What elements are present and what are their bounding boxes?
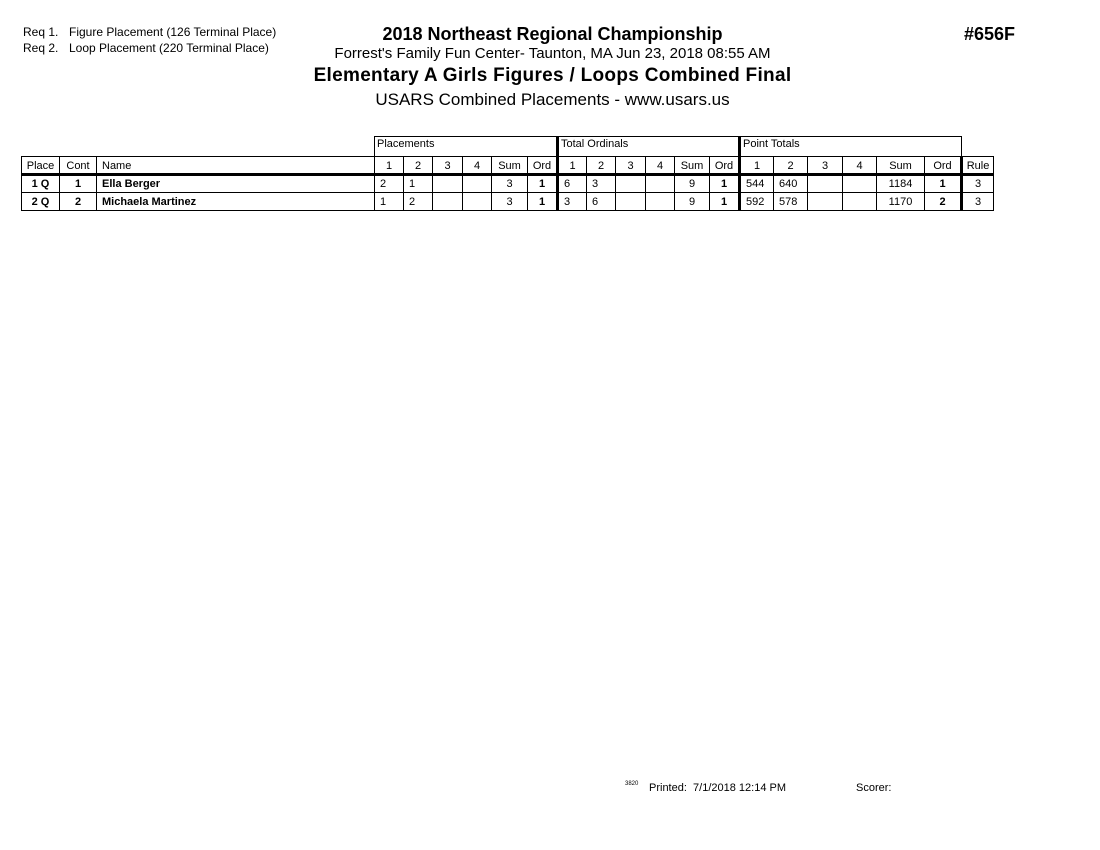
placement-cell: 1 — [528, 193, 558, 211]
points-cell — [808, 175, 843, 193]
col-points-5: Ord — [925, 157, 962, 175]
printed-value: 7/1/2018 12:14 PM — [693, 782, 787, 794]
ordinal-cell: 9 — [675, 193, 710, 211]
col-ordinal-5: Ord — [710, 157, 740, 175]
group-point-totals: Point Totals — [740, 137, 962, 157]
points-cell — [808, 193, 843, 211]
placement-cell — [463, 175, 492, 193]
ordinal-cell: 6 — [587, 193, 616, 211]
placement-cell: 1 — [528, 175, 558, 193]
points-cell: 1 — [925, 175, 962, 193]
col-points-3: 4 — [843, 157, 877, 175]
col-rule: Rule — [962, 157, 994, 175]
placement-cell: 3 — [492, 175, 528, 193]
col-place: Place — [22, 157, 60, 175]
group-total-ordinals: Total Ordinals — [558, 137, 740, 157]
col-points-2: 3 — [808, 157, 843, 175]
table-row — [22, 175, 994, 193]
points-cell: 578 — [774, 193, 808, 211]
col-placement-3: 4 — [463, 157, 492, 175]
event-subtitle: USARS Combined Placements - www.usars.us — [375, 90, 730, 109]
placement-cell: 1 — [404, 175, 433, 193]
ordinal-cell: 1 — [710, 175, 740, 193]
placement-cell: 3 — [492, 193, 528, 211]
ordinal-cell: 9 — [675, 175, 710, 193]
col-placement-0: 1 — [375, 157, 404, 175]
event-title: 2018 Northeast Regional Championship — [382, 24, 723, 44]
table-row — [22, 193, 994, 211]
group-header-row — [22, 137, 994, 157]
placement-cell: 2 — [404, 193, 433, 211]
points-cell: 640 — [774, 175, 808, 193]
scorer-label: Scorer: — [856, 782, 892, 794]
points-cell: 1184 — [877, 175, 925, 193]
cont-cell: 1 — [60, 175, 97, 193]
points-cell: 544 — [740, 175, 774, 193]
name-cell: Ella Berger — [97, 175, 375, 193]
col-points-0: 1 — [740, 157, 774, 175]
rule-cell: 3 — [962, 193, 994, 211]
col-ordinal-2: 3 — [616, 157, 646, 175]
placement-cell: 1 — [375, 193, 404, 211]
placement-cell — [433, 193, 463, 211]
event-number: #656F — [964, 24, 1016, 44]
requirement-number: Req 1. — [23, 25, 59, 39]
ordinal-cell — [646, 175, 675, 193]
cont-cell: 2 — [60, 193, 97, 211]
requirement-text: Figure Placement (126 Terminal Place) — [69, 25, 277, 39]
col-placement-4: Sum — [492, 157, 528, 175]
printed-label: Printed: — [649, 782, 687, 794]
footer-printed — [649, 782, 786, 794]
col-placement-1: 2 — [404, 157, 433, 175]
col-placement-2: 3 — [433, 157, 463, 175]
placement-cell — [433, 175, 463, 193]
place-cell: 1 Q — [22, 175, 60, 193]
points-cell: 2 — [925, 193, 962, 211]
col-points-4: Sum — [877, 157, 925, 175]
ordinal-cell: 3 — [558, 193, 587, 211]
col-ordinal-0: 1 — [558, 157, 587, 175]
placement-cell: 2 — [375, 175, 404, 193]
event-class-title: Elementary A Girls Figures / Loops Combined Final — [313, 65, 792, 86]
name-cell: Michaela Martinez — [97, 193, 375, 211]
col-name: Name — [97, 157, 375, 175]
ordinal-cell: 3 — [587, 175, 616, 193]
points-cell — [843, 175, 877, 193]
group-placements: Placements — [375, 137, 558, 157]
requirement-number: Req 2. — [23, 41, 59, 55]
rule-cell: 3 — [962, 175, 994, 193]
points-cell: 592 — [740, 193, 774, 211]
col-ordinal-4: Sum — [675, 157, 710, 175]
ordinal-cell: 6 — [558, 175, 587, 193]
col-ordinal-1: 2 — [587, 157, 616, 175]
place-cell: 2 Q — [22, 193, 60, 211]
points-cell — [843, 193, 877, 211]
col-cont: Cont — [60, 157, 97, 175]
placement-cell — [463, 193, 492, 211]
ordinal-cell — [616, 193, 646, 211]
results-table — [21, 136, 994, 211]
points-cell: 1170 — [877, 193, 925, 211]
col-points-1: 2 — [774, 157, 808, 175]
column-header-row — [22, 157, 994, 175]
footer-code: 3820 — [625, 781, 639, 787]
ordinal-cell — [646, 193, 675, 211]
requirement-text: Loop Placement (220 Terminal Place) — [69, 41, 269, 55]
ordinal-cell — [616, 175, 646, 193]
event-venue-date: Forrest's Family Fun Center- Taunton, MA Jun 23, 2018 08:55 AM — [334, 45, 771, 62]
col-placement-5: Ord — [528, 157, 558, 175]
col-ordinal-3: 4 — [646, 157, 675, 175]
ordinal-cell: 1 — [710, 193, 740, 211]
